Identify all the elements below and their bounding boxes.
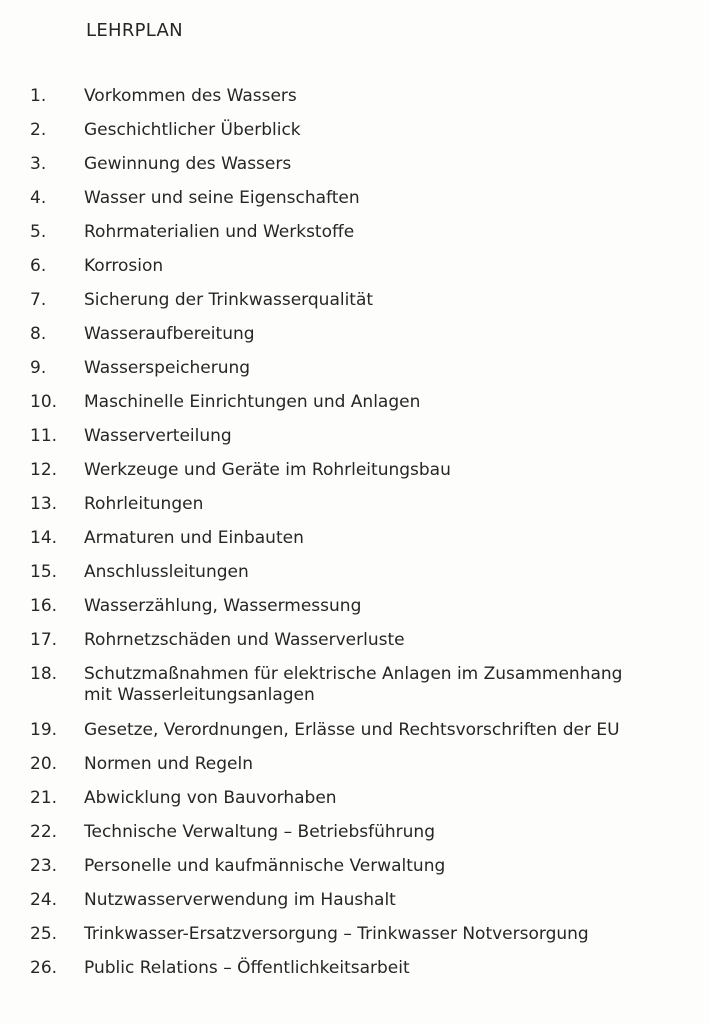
list-item — [0, 788, 709, 822]
list-item-number: 9. — [30, 358, 47, 378]
list-item-number: 10. — [30, 392, 58, 412]
list-item — [0, 562, 709, 596]
list-item — [0, 664, 709, 720]
list-item-label: Abwicklung von Bauvorhaben — [84, 788, 337, 808]
list-item — [0, 358, 709, 392]
list-item — [0, 188, 709, 222]
curriculum-list — [0, 86, 709, 992]
list-item-number: 18. — [30, 664, 58, 684]
list-item — [0, 528, 709, 562]
list-item — [0, 494, 709, 528]
list-item-label: Normen und Regeln — [84, 754, 254, 774]
list-item-label: Armaturen und Einbauten — [84, 528, 304, 548]
list-item-number: 4. — [30, 188, 47, 208]
list-item-number: 20. — [30, 754, 58, 774]
list-item-label: Wasser und seine Eigenschaften — [84, 188, 360, 208]
list-item-label: Schutzmaßnahmen für elektrische Anlagen im Zusammenhang mit Wasserleitungsanlagen — [84, 664, 623, 705]
list-item — [0, 222, 709, 256]
list-item — [0, 86, 709, 120]
list-item-number: 7. — [30, 290, 47, 310]
list-item-label: Wasseraufbereitung — [84, 324, 255, 344]
list-item-number: 6. — [30, 256, 47, 276]
list-item-number: 13. — [30, 494, 58, 514]
list-item-label: Sicherung der Trinkwasserqualität — [84, 290, 374, 310]
list-item — [0, 460, 709, 494]
list-item-label: Gesetze, Verordnungen, Erlässe und Rechtsvorschriften der EU — [84, 720, 620, 740]
list-item — [0, 290, 709, 324]
list-item-label: Rohrleitungen — [84, 494, 204, 514]
list-item-label: Nutzwasserverwendung im Haushalt — [84, 890, 396, 910]
list-item-label: Geschichtlicher Überblick — [84, 120, 301, 140]
list-item — [0, 958, 709, 992]
list-item — [0, 596, 709, 630]
list-item — [0, 890, 709, 924]
list-item-number: 14. — [30, 528, 58, 548]
list-item-number: 26. — [30, 958, 58, 978]
list-item-label: Personelle und kaufmännische Verwaltung — [84, 856, 446, 876]
list-item — [0, 924, 709, 958]
list-item — [0, 856, 709, 890]
list-item-label: Public Relations – Öffentlichkeitsarbeit — [84, 958, 410, 978]
list-item-label: Korrosion — [84, 256, 164, 276]
list-item-label: Trinkwasser-Ersatzversorgung – Trinkwasser Notversorgung — [84, 924, 589, 944]
list-item-number: 24. — [30, 890, 58, 910]
list-item-label: Vorkommen des Wassers — [84, 86, 297, 106]
list-item-number: 22. — [30, 822, 58, 842]
list-item — [0, 154, 709, 188]
list-item-label: Technische Verwaltung – Betriebsführung — [84, 822, 435, 842]
list-item — [0, 720, 709, 754]
list-item — [0, 426, 709, 460]
list-item — [0, 822, 709, 856]
list-item-label: Wasserverteilung — [84, 426, 232, 446]
list-item — [0, 256, 709, 290]
list-item-label: Wasserzählung, Wassermessung — [84, 596, 362, 616]
list-item-label: Rohrmaterialien und Werkstoffe — [84, 222, 355, 242]
list-item-number: 15. — [30, 562, 58, 582]
list-item-number: 23. — [30, 856, 58, 876]
list-item-number: 21. — [30, 788, 58, 808]
list-item — [0, 754, 709, 788]
list-item-label: Maschinelle Einrichtungen und Anlagen — [84, 392, 421, 412]
list-item-number: 17. — [30, 630, 58, 650]
list-item-label: Rohrnetzschäden und Wasserverluste — [84, 630, 405, 650]
list-item — [0, 392, 709, 426]
list-item-number: 25. — [30, 924, 58, 944]
list-item-number: 11. — [30, 426, 58, 446]
list-item-number: 2. — [30, 120, 47, 140]
list-item-label: Werkzeuge und Geräte im Rohrleitungsbau — [84, 460, 451, 480]
list-item-number: 3. — [30, 154, 47, 174]
list-item — [0, 120, 709, 154]
list-item-number: 12. — [30, 460, 58, 480]
list-item-label: Anschlussleitungen — [84, 562, 249, 582]
list-item — [0, 324, 709, 358]
list-item-number: 19. — [30, 720, 58, 740]
list-item — [0, 630, 709, 664]
page-title: LEHRPLAN — [86, 20, 183, 41]
list-item-label: Gewinnung des Wassers — [84, 154, 292, 174]
list-item-number: 1. — [30, 86, 47, 106]
list-item-number: 8. — [30, 324, 47, 344]
list-item-number: 5. — [30, 222, 47, 242]
list-item-label: Wasserspeicherung — [84, 358, 251, 378]
list-item-number: 16. — [30, 596, 58, 616]
